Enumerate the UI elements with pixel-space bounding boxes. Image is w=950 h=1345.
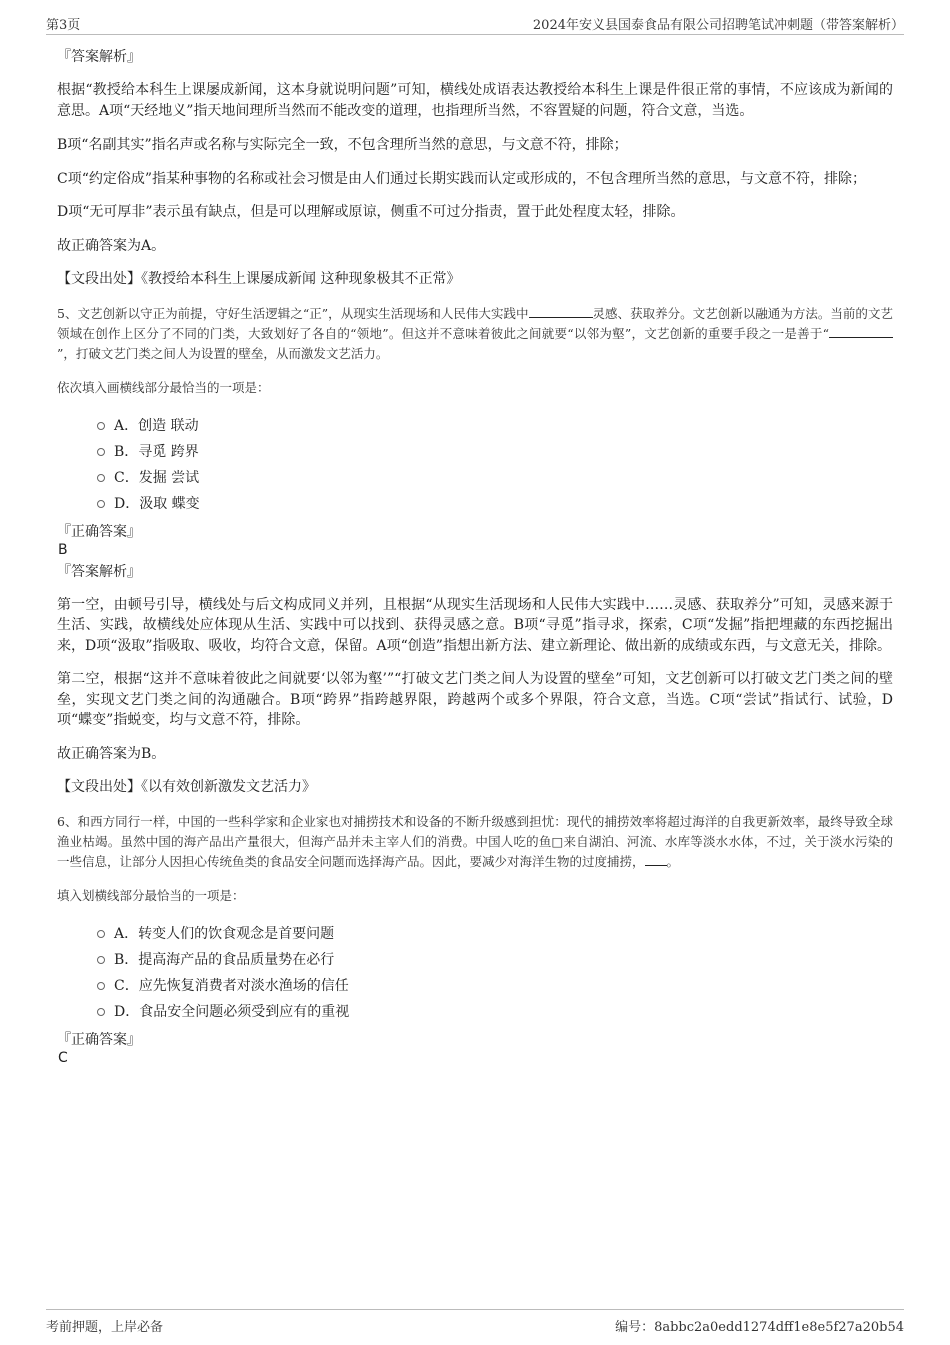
q5-option-c-letter: C． (114, 469, 139, 486)
q4-conclusion: 故正确答案为A。 (57, 237, 166, 254)
q5-analysis-para-1: 第一空，由顿号引导，横线处与后文构成同义并列，且根据“从现实生活现场和人民伟大实践中……灵感、获取养分”可知，灵感来源于生活、实践，故横线处应体现从生活、实践中可以找到、获得灵感之意。B项“寻觅”指寻求，探索，C项“发掘”指把埋藏的东西挖掘出来，D项“汲取”指吸取、吸收，均符合文意，保留。A项“创造”指想出新方法、建立新理论、做出新的成绩或东西，与文意无关，排除。 (57, 596, 893, 654)
page-footer (46, 1309, 904, 1336)
q6-stem: 6、和西方同行一样，中国的一些科学家和企业家也对捕捞技术和设备的不断升级感到担忧：现代的捕捞效率将超过海洋的自我更新效率，最终导致全球渔业枯竭。虽然中国的海产品出产量很大，但海产品并未主宰人们的消费。中国人吃的鱼□来自湖泊、河流、水库等淡水水体，不过，关于淡水污染的一些信息，让部分人因担心传统鱼类的食品安全问题而选择海产品。因此，要减少对海洋生物的过度捕捞， 。 (57, 813, 893, 869)
q4-source: 【文段出处】《教授给本科生上课屡成新闻 这种现象极其不正常》 (57, 271, 461, 287)
radio-icon[interactable] (97, 930, 105, 938)
q5-answer: B (58, 541, 68, 558)
q6-option-a-text: 转变人们的饮食观念是首要问题 (138, 925, 335, 942)
q6-blank (645, 853, 667, 866)
q6-option-b[interactable] (57, 947, 893, 973)
q6-answer: C (58, 1049, 68, 1066)
q5-options (57, 413, 893, 517)
q5-option-b[interactable] (57, 439, 893, 465)
q6-option-a[interactable] (57, 921, 893, 947)
q5-option-c[interactable] (57, 465, 893, 491)
page-header (46, 12, 904, 35)
q5-option-b-text: 寻觅 跨界 (138, 443, 199, 460)
q6-option-c-letter: C． (114, 977, 139, 994)
document-title: 2024年安义县国泰食品有限公司招聘笔试冲刺题（带答案解析） (532, 18, 904, 33)
radio-icon[interactable] (97, 956, 105, 964)
page-number: 第3页 (46, 18, 81, 33)
q6-options (57, 921, 893, 1025)
q5-conclusion: 故正确答案为B。 (57, 745, 166, 762)
radio-icon[interactable] (97, 982, 105, 990)
q5-correct-label: 『正确答案』 (57, 523, 141, 540)
q4-analysis-para-2: B项“名副其实”指名声或名称与实际完全一致，不包含理所当然的意思，与文意不符，排除； (57, 137, 628, 153)
q6-correct-label: 『正确答案』 (57, 1031, 141, 1048)
footer-slogan: 考前押题，上岸必备 (46, 1320, 164, 1335)
q6-option-b-text: 提高海产品的食品质量势在必行 (138, 951, 335, 968)
q4-analysis-para-3: C项“约定俗成”指某种事物的名称或社会习惯是由人们通过长期实践而认定或形成的，不包含理所当然的意思，与文意不符，排除； (57, 170, 867, 187)
q6-option-c[interactable] (57, 973, 893, 999)
q5-option-c-text: 发掘 尝试 (138, 469, 200, 486)
page-content (57, 44, 893, 1067)
q4-analysis-para-4: D项“无可厚非”表示虽有缺点，但是可以理解或原谅，侧重不可过分指责，置于此处程度太轻，排除。 (57, 204, 685, 220)
radio-icon[interactable] (97, 500, 105, 508)
q5-blank-2 (829, 325, 893, 338)
q6-option-d[interactable] (57, 999, 893, 1025)
q5-option-b-letter: B． (114, 443, 139, 460)
q5-option-d[interactable] (57, 491, 893, 517)
radio-icon[interactable] (97, 1008, 105, 1016)
q4-analysis-label: 『答案解析』 (57, 49, 141, 65)
q6-option-d-text: 食品安全问题必须受到应有的重视 (139, 1003, 350, 1020)
q6-option-b-letter: B． (114, 951, 139, 968)
q5-option-d-text: 汲取 蝶变 (139, 495, 200, 512)
q5-prompt: 依次填入画横线部分最恰当的一项是： (57, 379, 270, 395)
document-serial: 编号：8abbc2a0edd1274dff1e8e5f27a20b54 (615, 1320, 904, 1335)
radio-icon[interactable] (97, 448, 105, 456)
radio-icon[interactable] (97, 474, 105, 482)
q6-option-c-text: 应先恢复消费者对淡水渔场的信任 (138, 977, 349, 994)
q5-stem: 5、文艺创新以守正为前提，守好生活逻辑之“正”，从现实生活现场和人民伟大实践中 灵感、获取养分。文艺创新以融通为方法。当前的文艺领域在创作上区分了不同的门类，大致划好了各自的“领地”。但这并不意味着彼此之间就要“以邻为壑”，文艺创新的重要手段之一是善于“”，打破文艺门类之间人为设置的壁垒，从而激发文艺活力。 (57, 305, 893, 361)
q5-analysis-para-2: 第二空，根据“这并不意味着彼此之间就要‘以邻为壑’”“打破文艺门类之间人为设置的壁垒”可知，文艺创新可以打破文艺门类之间的壁垒，实现文艺门类之间的沟通融合。B项“跨界”指跨越界限，跨越两个或多个界限，符合文意，当选。C项“尝试”指试行、试验，D项“蝶变”指蜕变，均与文意不符，排除。 (57, 671, 893, 728)
q4-analysis-para-1: 根据“教授给本科生上课屡成新闻，这本身就说明问题”可知，横线处成语表达教授给本科生上课是件很正常的事情，不应该成为新闻的意思。A项“天经地义”指天地间理所当然而不能改变的道理，也指理所当然，不容置疑的问题，符合文意，当选。 (57, 82, 893, 119)
q6-prompt: 填入划横线部分最恰当的一项是： (57, 887, 245, 903)
q5-source: 【文段出处】《以有效创新激发文艺活力》 (57, 779, 316, 795)
q5-analysis-label: 『答案解析』 (57, 563, 141, 580)
q5-option-d-letter: D． (114, 495, 140, 512)
radio-icon[interactable] (97, 422, 105, 430)
q5-option-a-letter: A． (114, 417, 139, 434)
q5-option-a[interactable] (57, 413, 893, 439)
q6-option-a-letter: A． (114, 925, 139, 942)
q5-blank-1 (529, 305, 593, 318)
q6-option-d-letter: D． (114, 1003, 140, 1020)
q5-option-a-text: 创造 联动 (138, 417, 199, 434)
